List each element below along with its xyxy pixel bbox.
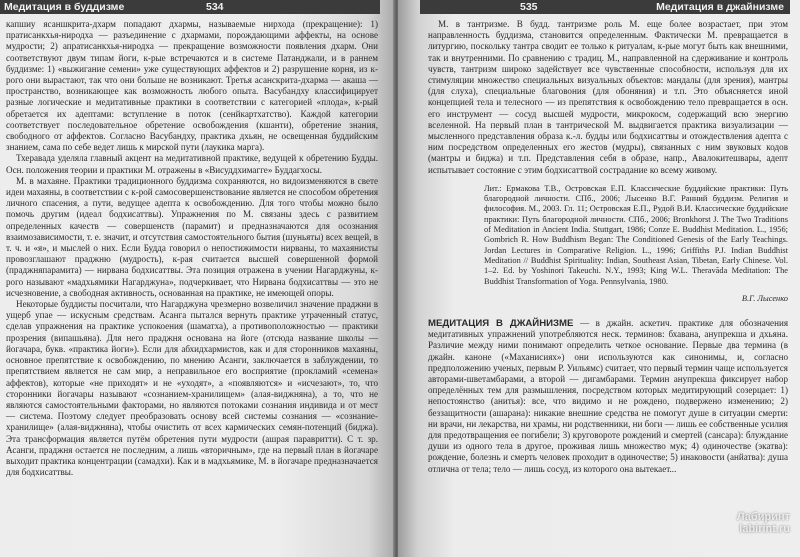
watermark: [710, 511, 790, 551]
article-author: В.Г. Лысенко: [741, 293, 788, 303]
left-text-column: [6, 19, 378, 478]
left-paragraph: М. в махаяне. Практики традиционного буддизма сохраняются, но видоизменяются в свете идеи махаяны, в соответствии с к-рой самосовершенствование является не способом обретения личного спасения, а пути, ведущее адепта к освобождению. Для того чтобы можно было помочь другим (идеал бодхисаттвы). Упражнения по М. связаны здесь с развитием определенных качеств — совершенств (парамит) и предназначаются для осознания взаимозависимости, т. е. значит, и отсутствия самостоятельного бытия (шуньяты) всех вещей, в т. ч. и «я», и мыслей о них. Если Будда говорил о непостижимости нирваны, то махаянисты провозглашают праджню (мудрость), к-рая считается высшей совершенной формой (праджняпарамита) — нирвана бодхисаттвы. Эта позиция отражена в учении Нагарджуны, к-рого называют «мадхьямики Нагарджуна», подчеркивает, что Нирвана бодхисаттвы — это не исчезновение, а свободная активность, основанная на практике, не имеющей опоры.: [6, 175, 378, 298]
left-paragraph: Некоторые буддисты посчитали, что Нагарджуна чрезмерно возвеличил значение праджни в ущерб упае — искусным средствам. Асанга пытался вернуть практике утраченный статус, сделав упражнения на практике успокоения (шаматха), а противоположностью — практики прозрения (випашьяна). Для него праджня основана на йоге (отсюда название школы — йогачара, букв. «практика йоги»). Если для абхидхармистов, как и для сторонников махаяны, основное препятствие к освобождению, по мнению Асанги, заключается в заблуждении, то препятствием является не сам мир, а неправильное его восприятие (прокламий «семена» аффектов), которые «не приходят» и не «уходят», а «появляются» и «исчезают», то, что сторонники йогачары называют «сознанием-хранилищем» (алая-виджняна), а то, что не являются самостоятельными факторами, но являются потоками сознания индивида и от мест — система. Поэтому следует преобразовать основу всей системы сознания — «сознание-хранилище» (алая-виджняна), чтобы очистить от всех кармических семян-потенций (биджа). Эта трансформация является путём обретения пути мудрости (ашрая паравритти). С т. зр. Асанги, праджня остается не последним, а лишь «вторичным», где на первый план в йогачаре выходит практика концентрации (самадхи). Как и в мадхьямике, М. в йогачаре предназначается для бодхисаттвы.: [6, 299, 378, 478]
left-paragraph: капшиу ясаншкрита-дхарм попадают дхармы, называемые нирхода (прекращение): 1) пратисанкхья-ниродха — разъединение с дхармами, порождающими аффекты, на основе мудрости; 2) апратисанкхья-ниродха — прекращение возможности появления дхарм. Они соответствуют двум типам йоги, к-рые встречаются и в системе Патанджали, и в раннем буддизме: 1) «выжигание семени» уже существующих аффектов и 2) разрушение корня, из к-рого они вырастают, так что они больше не возникают. Третья асанскрита-дхарма — акаша — пространство, возникающее как возможность любого опыта. Васубандху классифицирует разные логические и медитативные практики в соответствии с категорией «плода», к-рый обретается их адептами: вступление в поток (сенйкартхатство). Каждой категории соответствует последовательное обретение освобождения (кшанти), обретение знания, свободного от аффектов. Согласно Васубандху, практика дхьян, не освещенная буддийским знанием, сама по себе ведет лишь к мирской пути (лаукика марга).: [6, 19, 378, 153]
right-paragraph: М. в тантризме. В будд. тантризме роль М. еще более возрастает, при этом направленность буддизма, становится определенным. Фактически М. превращается в литургию, поскольку тантра сводит ее только к ритуалам, к-рые могут быть как внешними, так и внутренними. По сравнению с традиц. М., направленной на сдерживание и контроль чувств, тантризм широко задействует все чувственные способности, используя для их стимуляции множество специальных визуальных объектов: мандалы (для зрения), мантры (для слуха), специальные благовония (для обоняния) и т.п. Это объясняется иной концепцией тела и телесного — из препятствия к освобождению тело превращается в осн. его инструмент — сосуд высшей мудрости, микрокосм, содержащий всю энергию вселенной. На первый план в тантрической М. выдвигается практика визуализации — мысленного представления образа к.-л. будды или бодхисаттвы и отождествления адепта с ним посредством определенных его жестов (мудры), связанных с ним звуковых кодов (мантры и биджа) и т.п. Представления себя в образе, напр., Авалокитешвары, адепт испытывает состояние с этим бодхисаттвой сострадание ко всему живому.: [428, 19, 788, 175]
left-running-title: Медитация в буддизме: [4, 1, 125, 13]
left-running-head: [0, 0, 380, 14]
left-page-number: 534: [206, 1, 224, 13]
right-page-number: 535: [520, 1, 538, 13]
dictionary-entry: [428, 318, 788, 475]
watermark-line-2: labirint.ru: [739, 523, 790, 535]
entry-text: — в джайн. аскетич. практике для обозначения медитативных упражнений употребляются неск. терминов: бхавана, анупрекша и дхьяна. Различие между ними понимают определить четкое основание. Первые два термина (в джайн. каноне («Маханисиях») они используются как синонимы, и, согласно предположению ученых, первым Р. Уильямс) считает, что первый термин чаще используется авторами-шветамбарами, а второй — дигамбарами. Термин анупрекша фиксирует набор определённых тем для размышления, посредством которых медитирующий созерцает: 1) непостоянство (анитья): все, что видимо и не рождено, подвержено изменению; 2) беззащитности (ашарана): никакие внешние средства не помогут душе в ситуации смерти: ни врачи, ни лекарства, ни храмы, ни родственники, ни боги — лишь ее собственные усилия для предотвращения ее погибели; 3) круговороте рождений и смертей (сансара): блуждание души из одного тела в другое, проживая лишь множество мук; 4) одиночестве (экатва): рождение, болезнь и смерть человек проходит в одиночестве; 5) инаковости (анйатва): душа отлична от тела; тело — лишь сосуд, из которого она вытекает...: [428, 318, 788, 474]
left-page: [0, 0, 395, 557]
literature-list: Лит.: Ермакова Т.В., Островская Е.П. Классические буддийские практики: Путь благородной личности. СПб., 2006; Лысенко В.Г. Ранний буддизм. Религия и философия. М., 2003. Гл. 11; Островская Е.П., Рудой В.И. Классические буддийские практики: Путь благородной личности. СПб., 2006; Bronkhorst J. The Two Traditions of Meditation in Ancient India. Stuttgart, 1986; Conze E. Buddhist Meditation. L., 1956; Gombrich R. How Buddhism Began: The Conditioned Genesis of the Early Teachings. Jordan Lectures in Comparative Religion. L., 1996; Griffiths P.J. Indian Buddhist Meditation // Buddhist Spirituality: Indian, Southeast Asian, Tibetan, Early Chinese. Vol. 1–2. Ed. by Yoshinori Takeuchi. N.Y., 1993; King W.L. Theravāda Meditation: The Buddhist Transformation of Yoga. Pennsylvania, 1980.: [484, 183, 788, 286]
right-text-column: [428, 19, 788, 475]
left-paragraph: Тхеравада уделяла главный акцент на медитативной практике, ведущей к обретению Будды. Осн. положения теории и практики М. отражены в «Висуддхимагге» Буддагхосы.: [6, 153, 378, 175]
watermark-line-1: Лабиринт: [736, 511, 790, 523]
entry-headword: МЕДИТАЦИЯ В ДЖАЙНИЗМЕ: [428, 318, 574, 330]
right-running-title: Медитация в джайнизме: [656, 1, 784, 13]
right-page: [398, 0, 800, 557]
right-running-head: [420, 0, 790, 14]
